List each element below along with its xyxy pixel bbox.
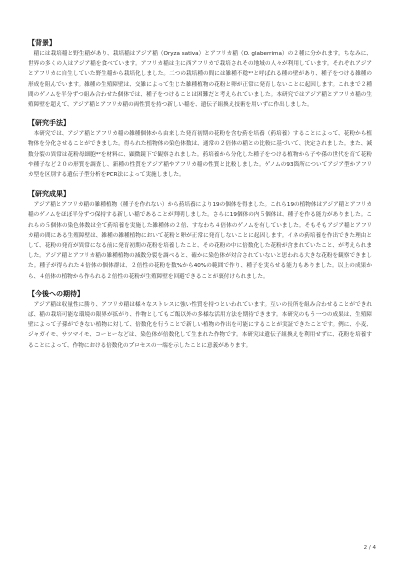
section-results bbox=[28, 189, 372, 282]
section-body-future: アジア稲は収量性に勝り、アフリカ稲は様々なストレスに強い性質を持つといわれています。互いの長所を組み合わせることができれば、稲の栽培可能な環境の限界が拡がり、作物としてもご飯以外の多様な活用方法を期待できます。本研究のもう一つの成果は、生殖障壁によって子孫ができない植物に対して、倍数化を行うことで新しい植物の作出を可能にすることが実証できたことです。例に、小麦、ジャガイモ、サツマイモ、コーヒーなどは、染色体が倍数化して生まれた作物です。本研究は遺伝子組換えを利用せずに、花粉を培養することによって、作物における倍数化のプロセスの一端を示したことに意義があります。 bbox=[28, 301, 372, 349]
section-body-results: アジア稲とアフリカ稲の雑種植物（種子を作れない）から葯培養により19の個体を得ました。これら19の植物体はアジア稲とアフリカ稲のゲノムをほぼ半分ずつ保持する新しい稲であることが判明しました。さらに19個体の内５個体は、種子を作る能力がありました。これらの５個体の染色体数は全て葯培養を実施した雑種体の２倍、すなわち４倍体のゲノムを有していました。そもそもアジア稲とアフリカ稲の間にある生殖障壁は、雑種の雑種植物において花粉と卵が正常に発育しないことに起因します。イネの葯培養を作出できた理由として、花粉の発育が異常になる前に発育初期の花粉を培養したこと、その花粉の中に倍数化した花粉が含まれていたこと、が考えられました。アジア稲とアフリカ稲の雑種植物の減数分裂を調べると、確かに染色体が対合されていないと思われる大きな花粉を観察できました。種子が得られた４倍体の個体群は、２倍性の花粉を数%から40%の範囲で作り、種子を実らせる能力もありました。以上の成果から、４倍体の植物から作られる２倍性の花粉が生殖障壁を回避できることが裏付けられました。 bbox=[28, 202, 372, 280]
section-background bbox=[28, 38, 372, 110]
section-heading-background: 【背景】 bbox=[28, 39, 56, 47]
section-body-methods: 本研究では、アジア稲とアフリカ稲の雑種個体から由来した発育初期の花粉を含む葯を培養（葯培養）することによって、花粉から植物体を分化させることができました。得られた植物体の染色体数は、通常の２倍体の稲との比較に基づいて、決定されました。また、減数分裂の異常は花粉母細胞*²を材料に、顕微鏡下で観察されました。葯培養から分化した種子をつける植物から子や孫の世代を育て花粉や種子など２０の形質を調査し、新種の性質をアジア稲やアフリカ稲の性質と比較しました。ゲノムの93箇所についてアジア型かアフリカ型を区別する遺伝子型分析をPCR法によって実施しました。 bbox=[28, 131, 372, 179]
page-number: 2 / 4 bbox=[363, 545, 376, 551]
section-heading-methods: 【研究手法】 bbox=[28, 119, 70, 128]
section-body-background: 稲には栽培稲と野生稲があり、栽培稲はアジア稲（Oryza sativa）とアフリカ稲（O. glaberrima）の２種に分かれます。ちなみに、世界の多くの人はアジア稲を食べています。アフリカ稲は主に西アフリカで栽培されその地域の人々が利用しています。それぞれアジアとアフリカに自生していた野生稲から栽培化しました。二つの栽培種の間には雑種不稔*¹と呼ばれる種の壁があり、種子をつける雑種の形成を阻んでいます。雑種の生殖障壁は、交雑によって生じた雑種植物の花粉と卵が正常に発育しないことに起因します。これまで２種間のゲノムを半分ずつ組み合わせた個体では、種子をつけることは困難だと考えられていました。本研究ではアジア稲とアフリカ稲の生殖障壁を超えて、アジア稲とアフリカ稲の両性質を持つ新しい稲を、遺伝子組換え技術を用いずに作出しました。 bbox=[28, 51, 372, 109]
section-heading-results: 【研究成果】 bbox=[28, 190, 70, 199]
section-future bbox=[28, 289, 372, 351]
section-methods bbox=[28, 118, 372, 180]
section-heading-future: 【今後への期待】 bbox=[28, 289, 84, 298]
